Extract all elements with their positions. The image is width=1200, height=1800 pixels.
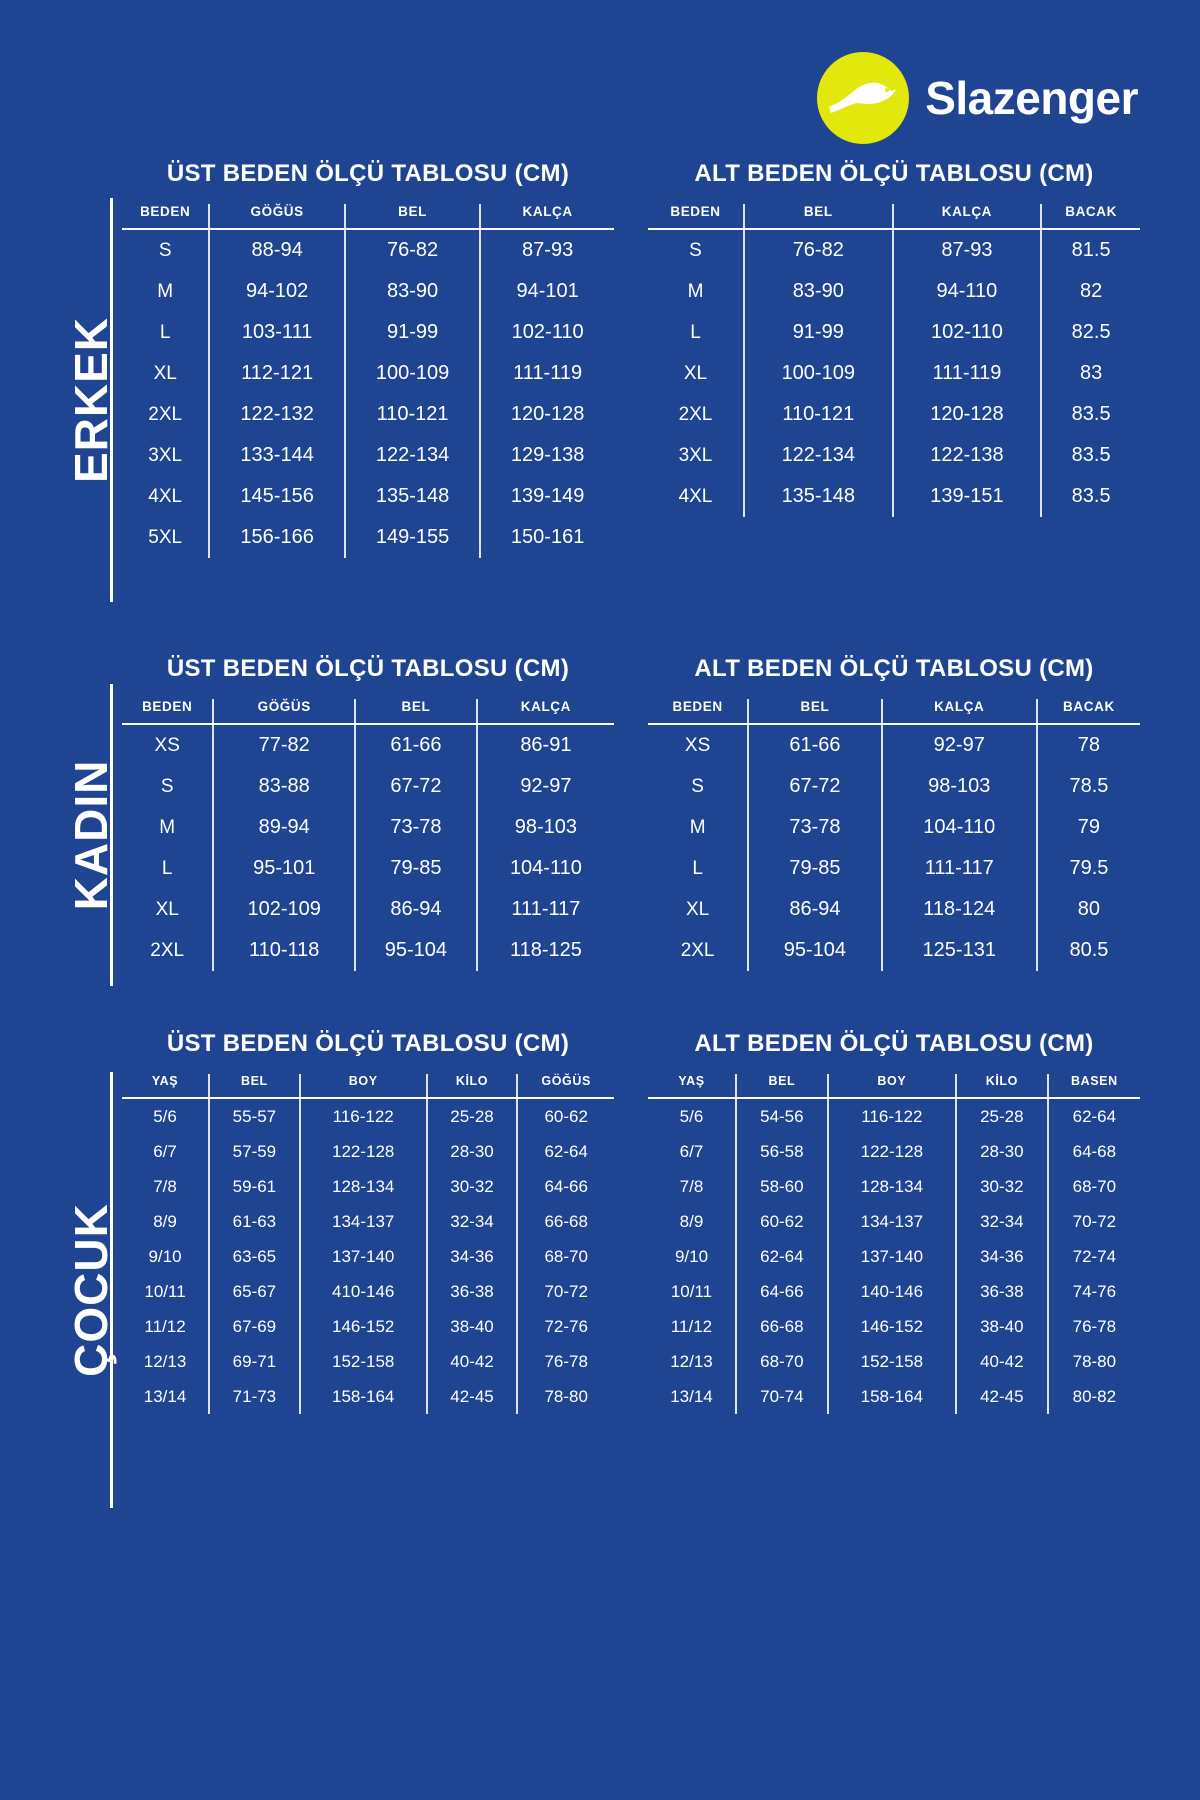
table-row: 13/14 70-74 158-164 42-45 80-82 bbox=[648, 1379, 1140, 1414]
table-row: S 67-72 98-103 78.5 bbox=[648, 766, 1140, 807]
section-kadin bbox=[60, 655, 1140, 1015]
table-row: L 103-111 91-99 102-110 bbox=[122, 312, 614, 353]
table-row: XL 86-94 118-124 80 bbox=[648, 889, 1140, 930]
table-header-row bbox=[648, 204, 1140, 229]
table-row: 5XL 156-166 149-155 150-161 bbox=[122, 517, 614, 558]
table-row: 12/13 68-70 152-158 40-42 78-80 bbox=[648, 1344, 1140, 1379]
category-label-kadin: KADIN bbox=[60, 655, 122, 1015]
col-header: BEL bbox=[736, 1074, 828, 1098]
col-header: KALÇA bbox=[882, 699, 1037, 724]
table-row: 10/11 64-66 140-146 36-38 74-76 bbox=[648, 1274, 1140, 1309]
table-kadin-alt: ALT BEDEN ÖLÇÜ TABLOSU (CM) BEDEN BEL KALÇA BACAK XS 61-66 92-97 78 S 67-72 98-103 78.5 M 73-78 104-110 79 L 79-85 111-117 79.5 XL 86-94 118-124 80 2XL 95-104 125-131 80.5 bbox=[648, 655, 1140, 1015]
col-header: BOY bbox=[828, 1074, 956, 1098]
col-header: BEL bbox=[748, 699, 881, 724]
size-table bbox=[648, 1074, 1140, 1414]
table-row: 2XL 95-104 125-131 80.5 bbox=[648, 930, 1140, 971]
table-header-row bbox=[648, 1074, 1140, 1098]
table-row: 4XL 135-148 139-151 83.5 bbox=[648, 476, 1140, 517]
col-header: BEDEN bbox=[122, 204, 209, 229]
col-header: BEL bbox=[209, 1074, 300, 1098]
col-header: KALÇA bbox=[480, 204, 614, 229]
section-cocuk bbox=[60, 1030, 1140, 1550]
table-row: 8/9 60-62 134-137 32-34 70-72 bbox=[648, 1204, 1140, 1239]
category-label-erkek: ERKEK bbox=[60, 160, 122, 640]
table-header-row bbox=[122, 204, 614, 229]
table-row: 5/6 54-56 116-122 25-28 62-64 bbox=[648, 1098, 1140, 1134]
table-row: XL 112-121 100-109 111-119 bbox=[122, 353, 614, 394]
col-header: BASEN bbox=[1048, 1074, 1140, 1098]
col-header: GÖĞÜS bbox=[517, 1074, 614, 1098]
size-table bbox=[648, 204, 1140, 517]
table-row: 2XL 110-121 120-128 83.5 bbox=[648, 394, 1140, 435]
col-header: BOY bbox=[300, 1074, 427, 1098]
col-header: BEDEN bbox=[648, 204, 744, 229]
table-row: 9/10 63-65 137-140 34-36 68-70 bbox=[122, 1239, 614, 1274]
col-header: BEDEN bbox=[122, 699, 213, 724]
table-row: 8/9 61-63 134-137 32-34 66-68 bbox=[122, 1204, 614, 1239]
table-row: 2XL 122-132 110-121 120-128 bbox=[122, 394, 614, 435]
table-row: 7/8 59-61 128-134 30-32 64-66 bbox=[122, 1169, 614, 1204]
table-row: XS 61-66 92-97 78 bbox=[648, 724, 1140, 766]
col-header: BEL bbox=[345, 204, 480, 229]
table-row: S 76-82 87-93 81.5 bbox=[648, 229, 1140, 271]
col-header: GÖĞÜS bbox=[209, 204, 344, 229]
table-header-row bbox=[122, 1074, 614, 1098]
col-header: YAŞ bbox=[648, 1074, 736, 1098]
table-kadin-ust: ÜST BEDEN ÖLÇÜ TABLOSU (CM) BEDEN GÖĞÜS BEL KALÇA XS 77-82 61-66 86-91 S 83-88 67-72 92-97 M 89-94 73-78 98-103 L 95-101 79-85 104-110 XL 102-109 86-94 111-117 2XL 110-118 95-104 118-125 bbox=[122, 655, 614, 1015]
col-header: BACAK bbox=[1037, 699, 1140, 724]
table-row: 11/12 67-69 146-152 38-40 72-76 bbox=[122, 1309, 614, 1344]
table-row: 3XL 133-144 122-134 129-138 bbox=[122, 435, 614, 476]
table-row: XS 77-82 61-66 86-91 bbox=[122, 724, 614, 766]
table-erkek-ust: ÜST BEDEN ÖLÇÜ TABLOSU (CM) BEDEN GÖĞÜS BEL KALÇA S 88-94 76-82 87-93 M 94-102 83-90 94-101 L 103-111 91-99 102-110 XL 112-121 100-109 111-119 2XL 122-132 110-121 120-128 3XL 133-144 122-134 129-138 4XL 145-156 135-148 139-149 5XL 156-166 149-155 150-161 bbox=[122, 160, 614, 640]
table-header-row bbox=[648, 699, 1140, 724]
table-row: M 73-78 104-110 79 bbox=[648, 807, 1140, 848]
slazenger-panther-icon bbox=[817, 52, 909, 144]
table-row: L 79-85 111-117 79.5 bbox=[648, 848, 1140, 889]
col-header: BEL bbox=[744, 204, 893, 229]
table-row: 6/7 57-59 122-128 28-30 62-64 bbox=[122, 1134, 614, 1169]
table-row: 13/14 71-73 158-164 42-45 78-80 bbox=[122, 1379, 614, 1414]
table-row: 12/13 69-71 152-158 40-42 76-78 bbox=[122, 1344, 614, 1379]
table-row: 10/11 65-67 410-146 36-38 70-72 bbox=[122, 1274, 614, 1309]
col-header: KİLO bbox=[956, 1074, 1048, 1098]
table-row: S 83-88 67-72 92-97 bbox=[122, 766, 614, 807]
size-table bbox=[122, 204, 614, 558]
table-row: 2XL 110-118 95-104 118-125 bbox=[122, 930, 614, 971]
col-header: YAŞ bbox=[122, 1074, 209, 1098]
col-header: KALÇA bbox=[477, 699, 614, 724]
size-table bbox=[122, 699, 614, 971]
table-row: M 89-94 73-78 98-103 bbox=[122, 807, 614, 848]
table-cocuk-alt: ALT BEDEN ÖLÇÜ TABLOSU (CM) YAŞ BEL BOY KİLO BASEN 5/6 54-56 116-122 25-28 62-64 6/7 56-58 122-128 28-30 64-68 7/8 58-60 128-134 30-32 68-70 8/9 60-62 134-137 32-34 70-72 9/10 62-64 137-140 34-36 72-74 10/11 64-66 140-146 36-38 74-76 11/12 66-68 146-152 38-40 76-78 12/13 68-70 152-158 40-42 78-80 13/14 70-74 158-164 42-45 80-82 bbox=[648, 1030, 1140, 1550]
col-header: KİLO bbox=[427, 1074, 518, 1098]
col-header: BACAK bbox=[1041, 204, 1140, 229]
col-header: BEL bbox=[355, 699, 477, 724]
table-row: 7/8 58-60 128-134 30-32 68-70 bbox=[648, 1169, 1140, 1204]
table-row: 6/7 56-58 122-128 28-30 64-68 bbox=[648, 1134, 1140, 1169]
category-label-cocuk: ÇOCUK bbox=[60, 1030, 122, 1550]
table-cocuk-ust: ÜST BEDEN ÖLÇÜ TABLOSU (CM) YAŞ BEL BOY KİLO GÖĞÜS 5/6 55-57 116-122 25-28 60-62 6/7 57-59 122-128 28-30 62-64 7/8 59-61 128-134 30-32 64-66 8/9 61-63 134-137 32-34 66-68 9/10 63-65 137-140 34-36 68-70 10/11 65-67 410-146 36-38 70-72 11/12 67-69 146-152 38-40 72-76 12/13 69-71 152-158 40-42 76-78 13/14 71-73 158-164 42-45 78-80 bbox=[122, 1030, 614, 1550]
table-row: XL 100-109 111-119 83 bbox=[648, 353, 1140, 394]
brand-logo bbox=[817, 52, 1138, 144]
table-row: M 94-102 83-90 94-101 bbox=[122, 271, 614, 312]
table-row: L 91-99 102-110 82.5 bbox=[648, 312, 1140, 353]
table-row: 9/10 62-64 137-140 34-36 72-74 bbox=[648, 1239, 1140, 1274]
col-header: GÖĞÜS bbox=[213, 699, 355, 724]
col-header: KALÇA bbox=[893, 204, 1042, 229]
table-row: M 83-90 94-110 82 bbox=[648, 271, 1140, 312]
table-row: 4XL 145-156 135-148 139-149 bbox=[122, 476, 614, 517]
table-row: 11/12 66-68 146-152 38-40 76-78 bbox=[648, 1309, 1140, 1344]
table-row: XL 102-109 86-94 111-117 bbox=[122, 889, 614, 930]
brand-name: Slazenger bbox=[925, 72, 1138, 124]
section-erkek bbox=[60, 160, 1140, 640]
table-header-row bbox=[122, 699, 614, 724]
table-row: 3XL 122-134 122-138 83.5 bbox=[648, 435, 1140, 476]
col-header: BEDEN bbox=[648, 699, 748, 724]
table-erkek-alt: ALT BEDEN ÖLÇÜ TABLOSU (CM) BEDEN BEL KALÇA BACAK S 76-82 87-93 81.5 M 83-90 94-110 82 L 91-99 102-110 82.5 XL 100-109 111-119 83 2XL 110-121 120-128 83.5 3XL 122-134 122-138 83.5 4XL 135-148 139-151 83.5 bbox=[648, 160, 1140, 640]
table-row: S 88-94 76-82 87-93 bbox=[122, 229, 614, 271]
table-row: L 95-101 79-85 104-110 bbox=[122, 848, 614, 889]
table-row: 5/6 55-57 116-122 25-28 60-62 bbox=[122, 1098, 614, 1134]
size-table bbox=[122, 1074, 614, 1414]
size-table bbox=[648, 699, 1140, 971]
